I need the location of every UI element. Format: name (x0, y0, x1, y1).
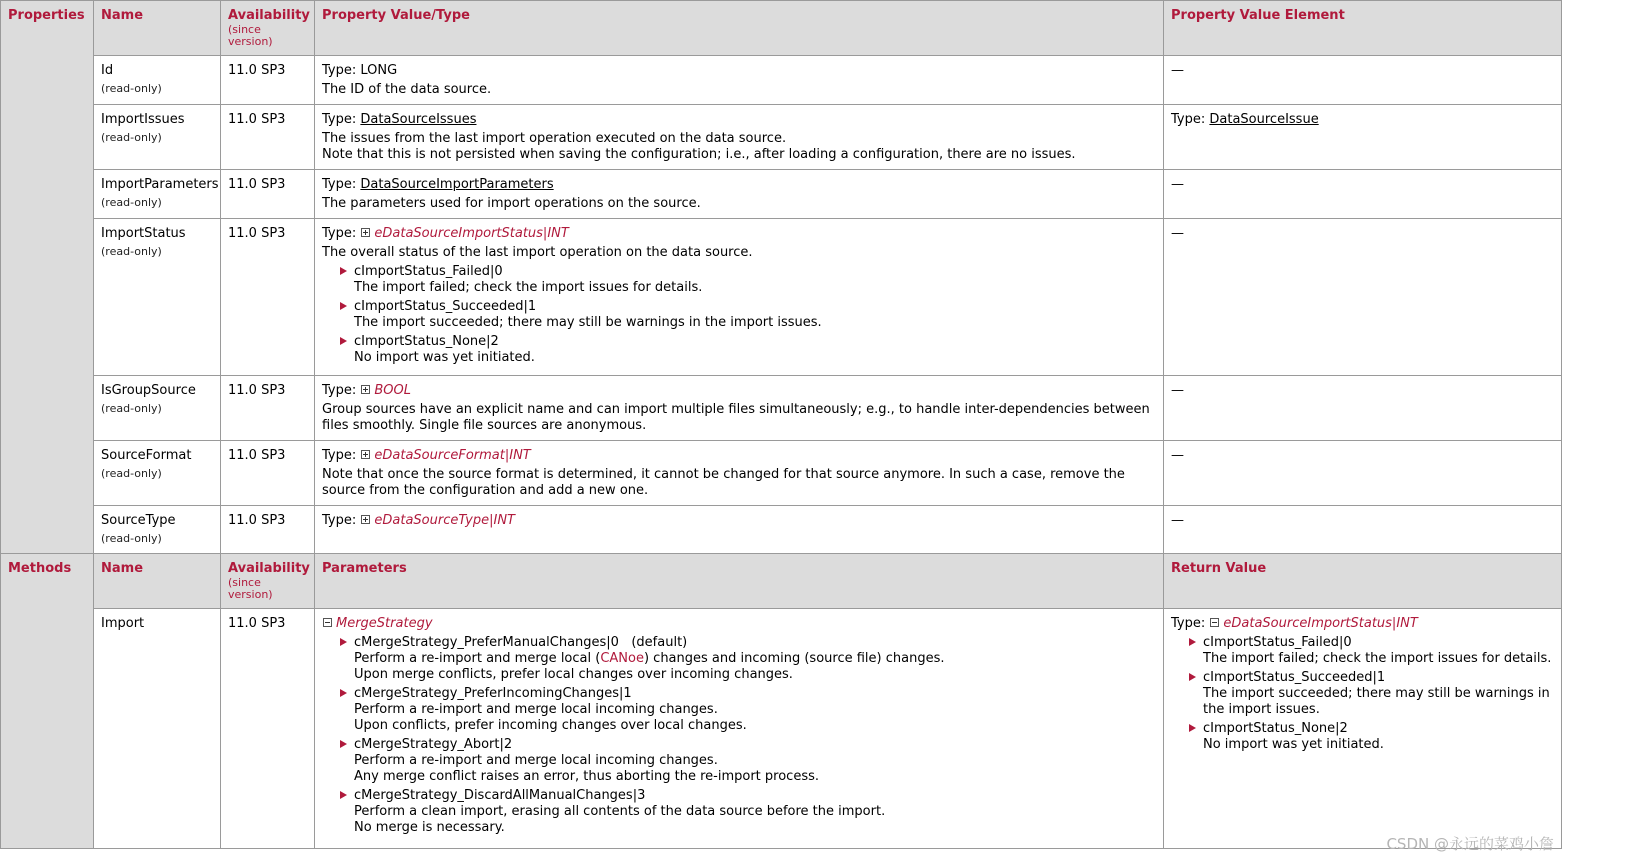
enum-type-link[interactable]: eDataSourceImportStatus|INT (374, 226, 569, 241)
table-row: Import 11.0 SP3 MergeStrategy cMergeStrategy_PreferManualChanges|0 (default) Perform a re-import and merge local (CANoe) changes and incoming (source file) changes. Upon merge conflicts, prefer local changes over incoming changes. cMergeStrategy_PreferIncomingChanges|1 Perform a re-import and merge local incoming changes. Upon conflicts, prefer incoming changes over local changes. cMergeStrategy_Abort|2 Perform a re-import and merge local incoming changes. Any merge conflict raises an error, thus aborting the re-import process. cMergeStrategy_DiscardAllManualChanges|3 Perform a clean import, erasing all contents of the data source before the import. No merge is necessary. Type: eDataSourceImportStatus|INT cImportStatus_Failed|0 The import failed; check the import issues for details. cImportStatus_Succeeded|1 The import succeeded; there may still be warnings in the import issues. cImportStatus_None|2 No import was yet initiated. (1, 609, 1632, 849)
availability-value: 11.0 SP3 (221, 219, 315, 376)
property-type: LONG (360, 63, 398, 78)
since-version-note: (since version) (228, 23, 273, 48)
property-description: Group sources have an explicit name and can import multiple files simultaneously; e.g., to handle inter-dependencies between files smoothly. Single file sources are anonymous. (322, 402, 1150, 433)
table-row: IsGroupSource (read-only) 11.0 SP3 Type: BOOL Group sources have an explicit name and can import multiple files simultaneously; e.g., to handle inter-dependencies between files smoothly. Single file sources are anonymous. — (1, 376, 1632, 441)
availability-header: Availability (228, 8, 310, 23)
list-item: cMergeStrategy_PreferIncomingChanges|1 Perform a re-import and merge local incoming changes. Upon conflicts, prefer incoming changes over local changes. (338, 686, 1156, 734)
name-header: Name (101, 8, 144, 23)
enum-type-link[interactable]: eDataSourceFormat|INT (374, 448, 531, 463)
name-header: Name (101, 561, 144, 576)
table-row: ImportStatus (read-only) 11.0 SP3 Type: eDataSourceImportStatus|INT The overall status of the last import operation on the data source. cImportStatus_Failed|0 The import failed; check the import issues for details. cImportStatus_Succeeded|1 The import succeeded; there may still be warnings in the import issues. cImportStatus_None|2 No import was yet initiated. — (1, 219, 1632, 376)
list-item: cMergeStrategy_PreferManualChanges|0 (default) Perform a re-import and merge local (CANoe) changes and incoming (source file) changes. Upon merge conflicts, prefer local changes over incoming changes. (338, 635, 1156, 683)
list-item: cImportStatus_None|2 No import was yet initiated. (338, 334, 1156, 366)
property-element: — (1164, 56, 1562, 105)
table-row: ImportIssues (read-only) 11.0 SP3 Type: DataSourceIssues The issues from the last import operation executed on the data source. Note that this is not persisted when saving the configuration; i.e., after loading a configuration, there are no issues. Type: DataSourceIssue (1, 105, 1632, 170)
property-note: Note that this is not persisted when saving the configuration; i.e., after loading a configuration, there are no issues. (322, 147, 1076, 162)
read-only-label: (read-only) (101, 245, 162, 258)
since-version-note: (since version) (228, 576, 273, 601)
list-item: cMergeStrategy_DiscardAllManualChanges|3 Perform a clean import, erasing all contents of the data source before the import. No merge is necessary. (338, 788, 1156, 836)
property-name: Id (101, 63, 114, 78)
method-name: Import (94, 609, 221, 849)
expand-icon[interactable] (361, 385, 370, 394)
bool-type-link[interactable]: BOOL (374, 383, 412, 398)
availability-value: 11.0 SP3 (221, 170, 315, 219)
return-value-list (1171, 635, 1554, 753)
availability-header: Availability (228, 561, 310, 576)
list-item: cImportStatus_Succeeded|1 The import succeeded; there may still be warnings in the import issues. (1187, 670, 1554, 718)
availability-value: 11.0 SP3 (221, 105, 315, 170)
datasourceissue-link[interactable]: DataSourceIssue (1209, 112, 1319, 127)
return-type-link[interactable]: eDataSourceImportStatus|INT (1223, 616, 1418, 631)
property-name: ImportIssues (101, 112, 185, 127)
table-row: ImportParameters (read-only) 11.0 SP3 Type: DataSourceImportParameters The parameters used for import operations on the source. — (1, 170, 1632, 219)
availability-value: 11.0 SP3 (221, 441, 315, 506)
property-element: — (1164, 219, 1562, 376)
availability-value: 11.0 SP3 (221, 609, 315, 849)
parameters-header: Parameters (322, 561, 407, 576)
collapse-icon[interactable] (1210, 618, 1219, 627)
enum-type-link[interactable]: eDataSourceType|INT (374, 513, 515, 528)
return-value-header: Return Value (1171, 561, 1267, 576)
read-only-label: (read-only) (101, 131, 162, 144)
property-description: The parameters used for import operations on the source. (322, 196, 701, 211)
property-element: — (1164, 170, 1562, 219)
canoe-link[interactable]: CANoe (600, 651, 644, 666)
property-value-type-header: Property Value/Type (322, 8, 470, 23)
methods-section-label: Methods (1, 554, 94, 849)
property-name: ImportStatus (101, 226, 186, 241)
availability-value: 11.0 SP3 (221, 506, 315, 554)
property-description: Note that once the source format is determined, it cannot be changed for that source anymore. In such a case, remove the source from the configuration and add a new one. (322, 467, 1125, 498)
read-only-label: (read-only) (101, 402, 162, 415)
watermark: CSDN @永远的菜鸡小詹 (1386, 835, 1554, 853)
datasourceimportparameters-link[interactable]: DataSourceImportParameters (360, 177, 554, 192)
list-item: cMergeStrategy_Abort|2 Perform a re-import and merge local incoming changes. Any merge conflict raises an error, thus aborting the re-import process. (338, 737, 1156, 785)
list-item: cImportStatus_Failed|0 The import failed; check the import issues for details. (1187, 635, 1554, 667)
expand-icon[interactable] (361, 515, 370, 524)
methods-header-row (1, 554, 1632, 609)
property-element: — (1164, 376, 1562, 441)
enum-value-list (322, 264, 1156, 366)
property-description: The overall status of the last import operation on the data source. (322, 245, 753, 260)
read-only-label: (read-only) (101, 532, 162, 545)
parameter-value-list (322, 635, 1156, 836)
property-name: SourceFormat (101, 448, 192, 463)
list-item: cImportStatus_Succeeded|1 The import succeeded; there may still be warnings in the import issues. (338, 299, 1156, 331)
property-value-element-header: Property Value Element (1171, 8, 1345, 23)
properties-header-row (1, 1, 1632, 56)
datasourceissues-link[interactable]: DataSourceIssues (360, 112, 477, 127)
property-description: The issues from the last import operation executed on the data source. (322, 131, 787, 146)
merge-strategy-link[interactable]: MergeStrategy (336, 616, 433, 631)
properties-section-label: Properties (1, 1, 94, 554)
availability-value: 11.0 SP3 (221, 376, 315, 441)
property-description: The ID of the data source. (322, 82, 492, 97)
read-only-label: (read-only) (101, 467, 162, 480)
property-name: SourceType (101, 513, 176, 528)
collapse-icon[interactable] (323, 618, 332, 627)
property-name: ImportParameters (101, 177, 219, 192)
property-name: IsGroupSource (101, 383, 196, 398)
read-only-label: (read-only) (101, 82, 162, 95)
table-row: SourceFormat (read-only) 11.0 SP3 Type: eDataSourceFormat|INT Note that once the source format is determined, it cannot be changed for that source anymore. In such a case, remove the source from the configuration and add a new one. — (1, 441, 1632, 506)
expand-icon[interactable] (361, 450, 370, 459)
list-item: cImportStatus_None|2 No import was yet initiated. (1187, 721, 1554, 753)
expand-icon[interactable] (361, 228, 370, 237)
table-row: SourceType (read-only) 11.0 SP3 Type: eDataSourceType|INT — (1, 506, 1632, 554)
list-item: cImportStatus_Failed|0 The import failed; check the import issues for details. (338, 264, 1156, 296)
availability-value: 11.0 SP3 (221, 56, 315, 105)
table-row: Id (read-only) 11.0 SP3 Type: LONG The ID of the data source. — (1, 56, 1632, 105)
property-element: — (1164, 506, 1562, 554)
property-element: — (1164, 441, 1562, 506)
read-only-label: (read-only) (101, 196, 162, 209)
